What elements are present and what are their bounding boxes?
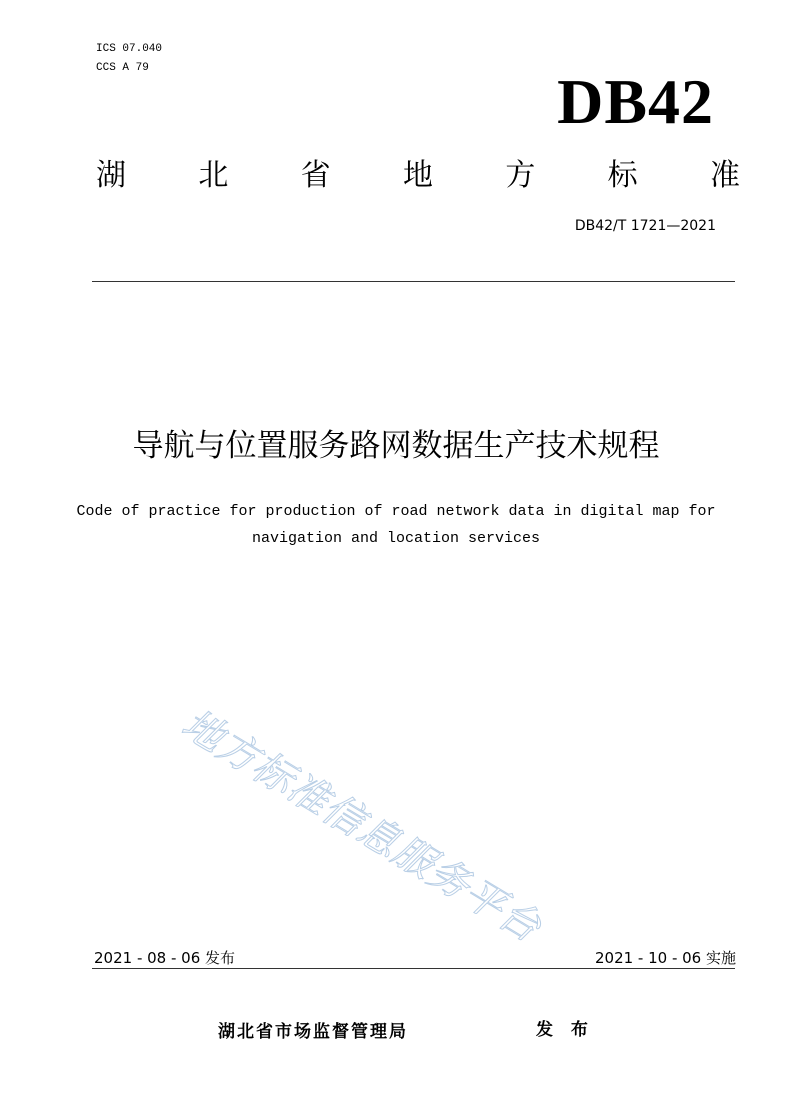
watermark: 地方标准信息服务平台: [173, 700, 549, 952]
standard-type-char: 北: [198, 158, 229, 193]
standard-type-char: 地: [402, 158, 433, 193]
english-title-line: navigation and location services: [251, 530, 541, 547]
document-title-chinese: 导航与位置服务路网数据生产技术规程: [132, 428, 660, 464]
standard-type-char: 标: [607, 158, 638, 193]
standard-type-char: 省: [300, 158, 331, 193]
publish-label: 发 布: [536, 1020, 594, 1040]
top-divider: [92, 281, 735, 282]
standard-type: [96, 152, 740, 200]
publisher: 湖北省市场监督管理局: [218, 1022, 408, 1042]
document-title-english: [40, 498, 752, 552]
ccs-code: CCS A 79: [96, 62, 149, 74]
standard-type-char: 方: [505, 158, 536, 193]
bottom-divider: [92, 968, 735, 969]
ics-code: ICS 07.040: [96, 43, 163, 55]
standard-code: DB42: [557, 66, 714, 137]
standard-type-char: 准: [709, 158, 740, 193]
english-title-line: Code of practice for production of road network data in digital map for: [76, 503, 716, 520]
standard-type-char: 湖: [96, 158, 126, 193]
standard-number: DB42/T 1721—2021: [574, 218, 716, 234]
implementation-date: 2021 - 10 - 06 实施: [594, 949, 736, 967]
classification-codes: [96, 40, 162, 78]
issue-date: 2021 - 08 - 06 发布: [94, 949, 236, 967]
